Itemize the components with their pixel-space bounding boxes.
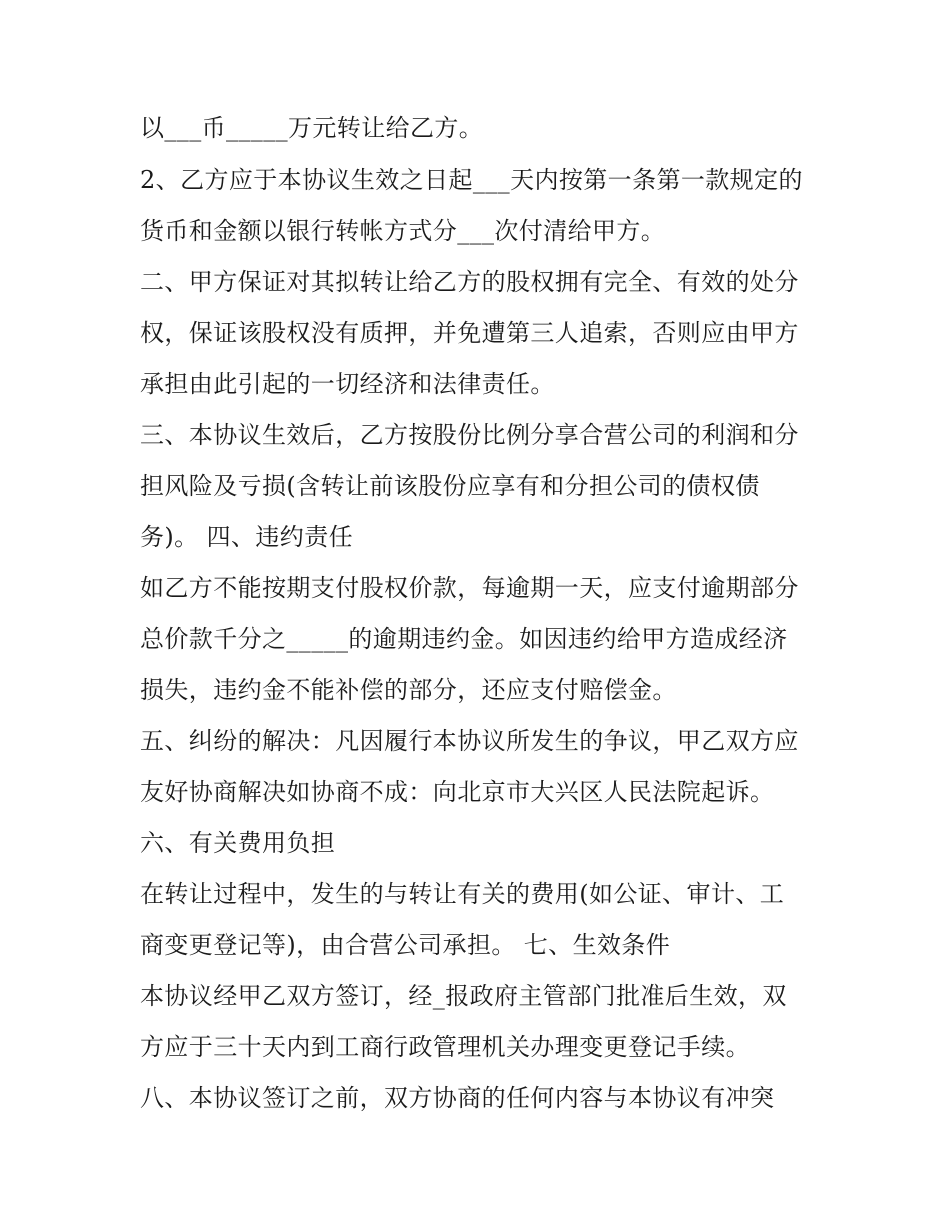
text-line: 八、本协议签订之前，双方协商的任何内容与本协议有冲突 bbox=[140, 1084, 775, 1112]
text-line: 担风险及亏损(含转让前该股份应享有和分担公司的债权债 bbox=[140, 472, 760, 500]
text-line: 承担由此引起的一切经济和法律责任。 bbox=[140, 370, 555, 398]
text-line: 三、本协议生效后，乙方按股份比例分享合营公司的利润和分 bbox=[140, 421, 799, 449]
text-line: 二、甲方保证对其拟转让给乙方的股权拥有完全、有效的处分 bbox=[140, 268, 799, 296]
text-line: 本协议经甲乙双方签订，经_报政府主管部门批准后生效，双 bbox=[140, 982, 787, 1010]
text-line: 权，保证该股权没有质押，并免遭第三人追索，否则应由甲方 bbox=[140, 319, 799, 347]
text-line: 务)。 四、违约责任 bbox=[140, 523, 353, 551]
text-line: 在转让过程中，发生的与转让有关的费用(如公证、审计、工 bbox=[140, 880, 785, 908]
text-line: 2、乙方应于本协议生效之日起___天内按第一条第一款规定的 bbox=[140, 166, 803, 194]
text-line: 货币和金额以银行转帐方式分___次付清给甲方。 bbox=[140, 217, 666, 245]
text-line: 五、纠纷的解决：凡因履行本协议所发生的争议，甲乙双方应 bbox=[140, 727, 799, 755]
text-line: 损失，违约金不能补偿的部分，还应支付赔偿金。 bbox=[140, 676, 677, 704]
text-line: 友好协商解决如协商不成：向北京市大兴区人民法院起诉。 bbox=[140, 778, 775, 806]
text-line: 以___币_____万元转让给乙方。 bbox=[140, 114, 484, 142]
text-line: 如乙方不能按期支付股权价款，每逾期一天，应支付逾期部分 bbox=[140, 574, 799, 602]
text-line: 商变更登记等)，由合营公司承担。 七、生效条件 bbox=[140, 931, 671, 959]
text-line: 方应于三十天内到工商行政管理机关办理变更登记手续。 bbox=[140, 1033, 750, 1061]
text-line: 六、有关费用负担 bbox=[140, 829, 336, 857]
text-line: 总价款千分之_____的逾期违约金。如因违约给甲方造成经济 bbox=[140, 625, 788, 653]
